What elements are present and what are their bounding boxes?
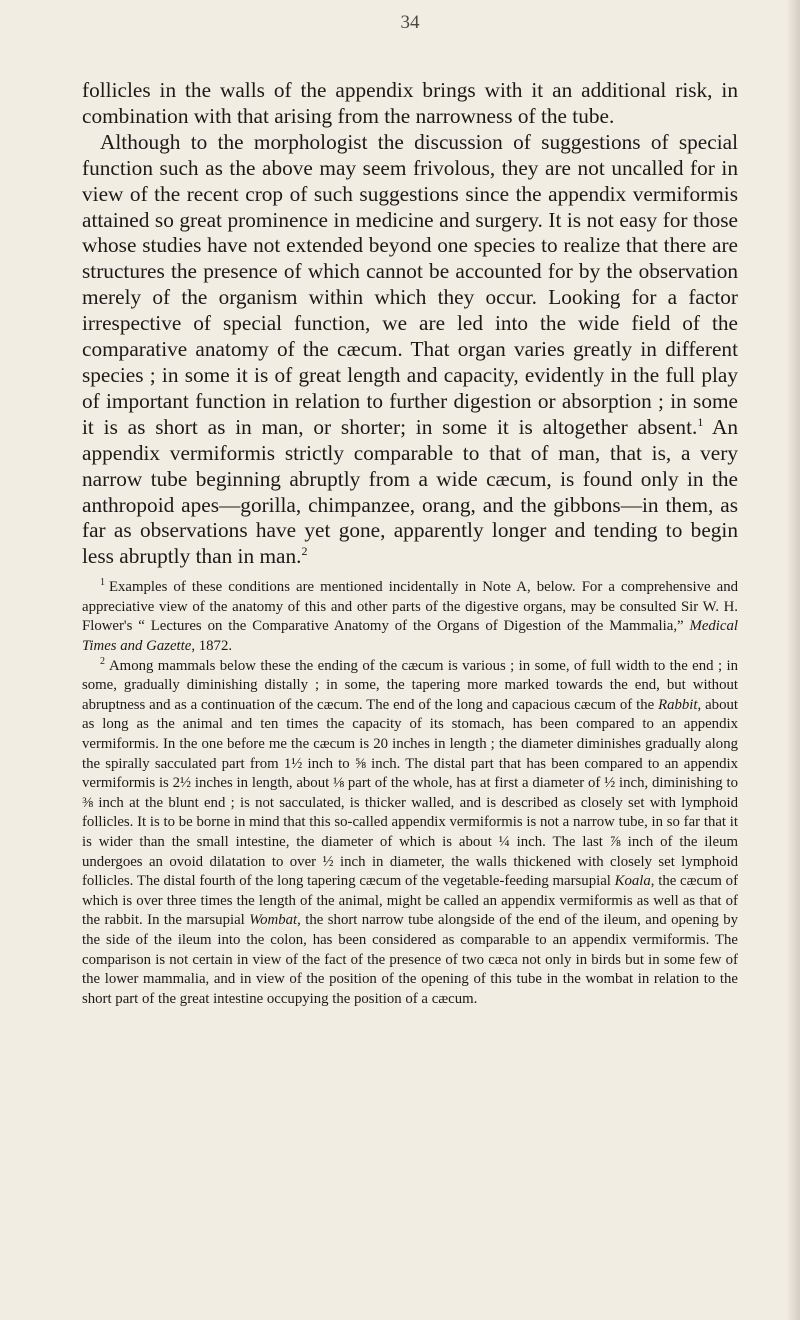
footnote [82, 657, 738, 1010]
footnote [82, 578, 738, 656]
text-run: An appendix vermiformis strictly comparable to that of man, that is, a very narrow tube beginning abruptly from a wide cæcum, is found only in the anthropoid apes—gorilla, chimpanzee, orang, and the gibbons—in them, as far as observations have yet gone, apparently longer and tending to begin less abruptly than in man. [82, 414, 738, 569]
paragraph [82, 78, 738, 130]
footnote-reference: 1 [697, 414, 704, 429]
text-run: Examples of these conditions are mentioned incidentally in Note A, below. For a comprehensive and appreciative view of the anatomy of this and other parts of the digestive organs, may be consulted Sir W. H. Flower's “ Lectures on the Comparative Anatomy of the Organs of Digestion of the Mammalia,” [82, 579, 738, 635]
footnote-number: 1 [100, 577, 105, 589]
footnote-reference: 2 [301, 544, 308, 559]
text-run: , the short narrow tube alongside of the end of the ileum, and opening by the side of the ileum into the colon, has been considered as comparable to an appendix vermiformis. The comparison is not certain in view of the fact of the presence of two cæca not only in birds but in some few of the lower mammalia, and in view of the position of the opening of this tube in the wombat in relation to the short part of the great intestine occupying the position of a cæcum. [82, 912, 738, 1007]
text-run: Although to the morphologist the discussion of suggestions of special function such as the above may seem frivolous, they are not uncalled for in view of the recent crop of such suggestions since the appendix vermiformis attained so great prominence in medicine and surgery. It is not easy for those whose studies have not extended beyond one species to realize that there are structures the presence of which cannot be accounted for by the observation merely of the organism within which they occur. Looking for a factor irrespective of special function, we are led into the wide field of the comparative anatomy of the cæcum. That organ varies greatly in different species ; in some it is of great length and capacity, evidently in the full play of important function in relation to further digestion or absorption ; in some it is as short as in man, or shorter; in some it is altogether absent. [82, 129, 738, 439]
page-number: 34 [400, 12, 420, 33]
text-run: , about as long as the animal and ten times the capacity of its stomach, has been compared to an appendix vermiformis. In the one before me the cæcum is 20 inches in length ; the diameter diminishes gradually along the spirally sacculated part from 1½ inch to ⅝ inch. The distal part that has been compared to an appendix vermiformis is 2½ inches in length, about ⅛ part of the whole, has at first a diameter of ½ inch, diminishing to ⅜ inch at the blunt end ; is not sacculated, is thicker walled, and is described as closely set with lymphoid follicles. It is to be borne in mind that this so-called appendix vermiformis is not a narrow tube, in so far that it is wider than the small intestine, the diameter of which is about ¼ inch. The last ⅞ inch of the ileum undergoes an ovoid dilatation to over ½ inch in diameter, the walls thickened with closely set lymphoid follicles. The distal fourth of the long tapering cæcum of the vegetable-feeding marsupial [82, 696, 738, 890]
italic-text: Rabbit [658, 696, 698, 713]
text-run: follicles in the walls of the appendix brings with it an additional risk, in combination with that arising from the narrowness of the tube. [82, 78, 738, 128]
italic-text: Medical Times and Gazette [82, 618, 738, 654]
footnote-number: 2 [100, 655, 105, 667]
footnotes [82, 578, 738, 1009]
page-edge-shadow [786, 0, 800, 1320]
paragraph [82, 130, 738, 570]
italic-text: Wombat [249, 912, 298, 929]
body-text [82, 78, 738, 570]
text-run: , 1872. [191, 638, 233, 654]
italic-text: Koala [614, 873, 651, 890]
text-run: , the cæcum of which is over three times the length of the animal, might be called an appendix vermiformis as well as that of the rabbit. In the marsupial [82, 873, 738, 929]
text-run: Among mammals below these the ending of the cæcum is various ; in some, of full width to the end ; in some, gradually diminishing distally ; in some, the tapering more marked towards the end, but without abruptness and as a continuation of the cæcum. The end of the long and capacious cæcum of the [82, 657, 738, 713]
